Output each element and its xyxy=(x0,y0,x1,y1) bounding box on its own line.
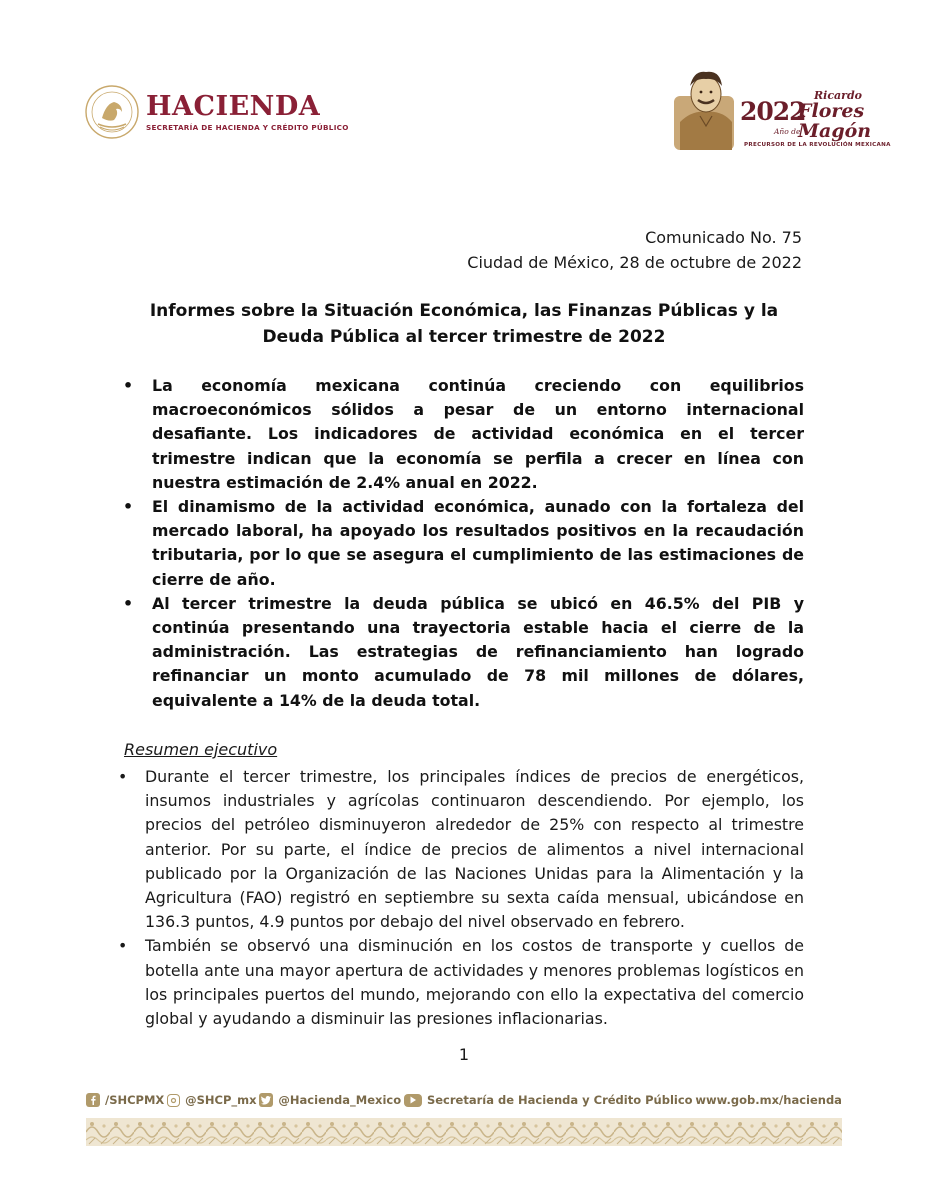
page-number: 1 xyxy=(458,1045,470,1064)
bullet-glyph: • xyxy=(123,497,134,517)
logo-name-second: Flores xyxy=(798,100,865,122)
portrait-icon xyxy=(672,66,742,152)
logo-title: HACIENDA xyxy=(146,90,321,122)
footer-facebook[interactable] xyxy=(86,1093,164,1107)
bullet-glyph: • xyxy=(118,936,128,956)
highlight-item xyxy=(120,592,804,713)
bullet-glyph: • xyxy=(118,767,128,786)
mexico-seal-icon xyxy=(84,84,140,140)
facebook-icon xyxy=(86,1093,100,1107)
press-release-date: Ciudad de México, 28 de octubre de 2022 xyxy=(467,253,802,272)
logo-subtitle: SECRETARÍA DE HACIENDA Y CRÉDITO PÚBLICO xyxy=(146,122,349,132)
logo-name-third: Magón xyxy=(798,120,872,142)
instagram-icon xyxy=(167,1094,180,1107)
highlight-text: El dinamismo de la actividad económica, aunado con la fortaleza del mercado laboral, ha apoyado los resultados positivos en la recaudación tributaria, por lo que se asegura el cumplimiento de las estimaciones de cierre de año. xyxy=(152,497,804,589)
footer xyxy=(86,1090,842,1110)
press-release-number: Comunicado No. 75 xyxy=(645,228,802,247)
summary-item xyxy=(112,934,804,1031)
bullet-glyph: • xyxy=(123,376,134,395)
bullet-glyph: • xyxy=(123,593,134,613)
title-line-1: Informes sobre la Situación Económica, las Finanzas Públicas y la xyxy=(149,301,779,321)
logo-name-first: Ricardo xyxy=(814,89,862,102)
title-line-2: Deuda Pública al tercer trimestre de 2022 xyxy=(262,327,666,347)
section-heading: Resumen ejecutivo xyxy=(124,740,278,759)
year-logo xyxy=(668,64,891,154)
facebook-handle: /SHCPMX xyxy=(105,1093,165,1107)
twitter-icon xyxy=(259,1093,273,1107)
summary-text: Durante el tercer trimestre, los principales índices de precios de energéticos, insumos industriales y agrícolas continuaron descendiendo. Por ejemplo, los precios del petróleo disminuyeron alrededor de 25% con respecto al trimestre anterior. Por su parte, el índice de precios de alimentos a nivel internacional publicado por la Organización de las Naciones Unidas para la Alimentación y la Agricultura (FAO) registró en septiembre su sexta caída mensual, ubicándose en 136.3 puntos, 4.9 puntos por debajo del nivel observado en febrero. xyxy=(145,767,804,932)
summary-text: También se observó una disminución en los costos de transporte y cuellos de botella ante una mayor apertura de actividades y menores problemas logísticos en los principales puertos del mundo, mejorando con ello la expectativa del comercio global y ayudando a disminuir las presiones inflacionarias. xyxy=(145,936,804,1029)
logo-ano-de: Año de xyxy=(774,127,801,136)
highlights-list xyxy=(120,374,804,713)
hacienda-logo xyxy=(84,84,349,140)
highlight-item xyxy=(120,374,804,495)
logo-name xyxy=(798,90,871,141)
instagram-handle: @SHCP_mx xyxy=(185,1093,257,1107)
youtube-channel: Secretaría de Hacienda y Crédito Público xyxy=(426,1093,693,1107)
website-link[interactable]: www.gob.mx/hacienda xyxy=(695,1093,842,1107)
footer-website[interactable] xyxy=(695,1093,842,1107)
highlight-text: Al tercer trimestre la deuda pública se ubicó en 46.5% del PIB y continúa presentando una trayectoria estable hacia el cierre de la administración. Las estrategias de refinanciamiento han logrado refinanciar un monto acumulado de 78 mil millones de dólares, equivalente a 14% de la deuda total. xyxy=(152,593,804,710)
summary-list xyxy=(112,765,804,1031)
decorative-pattern-band xyxy=(86,1118,842,1146)
footer-youtube[interactable] xyxy=(404,1093,693,1107)
logo-caption: PRECURSOR DE LA REVOLUCIÓN MEXICANA xyxy=(744,142,891,148)
summary-item xyxy=(112,765,804,934)
highlight-text: La economía mexicana continúa creciendo con equilibrios macroeconómicos sólidos a pesar de un entorno internacional desafiante. Los indicadores de actividad económica en el tercer trimestre indican que la economía se perfila a crecer en línea con nuestra estimación de 2.4% anual en 2022. xyxy=(152,376,804,492)
press-release-meta xyxy=(467,225,802,275)
highlight-item xyxy=(120,495,804,592)
footer-twitter[interactable] xyxy=(259,1093,401,1107)
footer-instagram[interactable] xyxy=(167,1093,256,1107)
youtube-icon xyxy=(404,1094,422,1107)
twitter-handle: @Hacienda_Mexico xyxy=(278,1093,402,1107)
logo-year: 2022 xyxy=(740,97,806,126)
document-title xyxy=(110,298,818,350)
